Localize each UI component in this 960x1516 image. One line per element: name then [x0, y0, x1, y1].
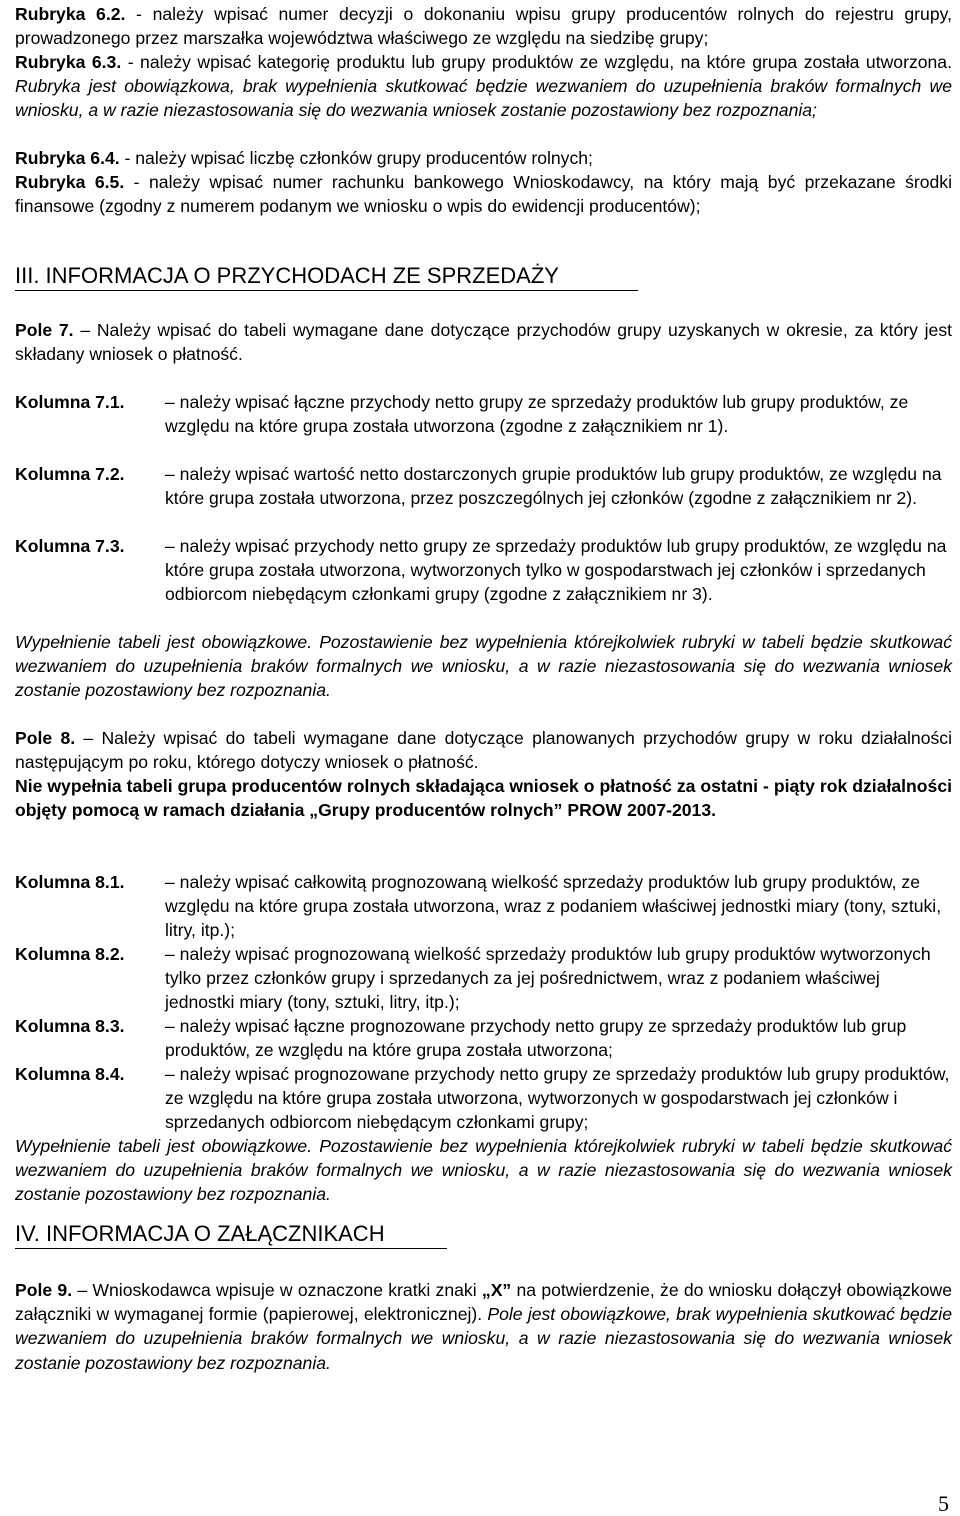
pole-8-paragraph: [15, 726, 952, 774]
rubryka-6-3-text: - należy wpisać kategorię produktu lub grupy produktów ze względu, na które grupa została utworzona.: [121, 52, 952, 72]
rubryka-6-3-note: Rubryka jest obowiązkowa, brak wypełnienia skutkować będzie wezwaniem do uzupełnienia braków formalnych we wniosku, a w razie niezastosowania się do wezwania wniosek zostanie pozostawiony bez rozpoznania;: [15, 76, 952, 121]
kolumna-8-4-text: – należy wpisać prognozowane przychody netto grupy ze sprzedaży produktów lub grupy produktów, ze względu na które grupa została utworzona, wytworzonych w gospodarstwach jej członków i sprzedanych odbiorcom niebędącym członkami grupy;: [165, 1064, 950, 1133]
kolumna-7-3: [15, 534, 952, 607]
kolumna-8-1-label: Kolumna 8.1.: [15, 872, 125, 892]
kolumna-8-4-label: Kolumna 8.4.: [15, 1064, 125, 1084]
rubryka-6-5-text: - należy wpisać numer rachunku bankowego Wnioskodawcy, na który mają być przekazane środki finansowe (zgodny z numerem podanym we wniosku o wpis do ewidencji producentów);: [15, 172, 952, 217]
pole-8-text: – Należy wpisać do tabeli wymagane dane dotyczące planowanych przychodów grupy w roku działalności następującym po roku, którego dotyczy wniosek o płatność.: [15, 728, 953, 773]
rubryka-6-4-paragraph: [15, 146, 952, 170]
kolumna-8-1-text: – należy wpisać całkowitą prognozowaną wielkość sprzedaży produktów lub grupy produktów, ze względu na które grupa została utworzona, wraz z podaniem właściwej jednostki miary (tony, sztuki, litry, itp.);: [165, 872, 942, 941]
rubryka-6-5-paragraph: [15, 170, 952, 218]
rubryka-6-3-paragraph: [15, 50, 952, 123]
pole-9-note: Pole jest obowiązkowe, brak wypełnienia skutkować będzie wezwaniem do uzupełnienia braków formalnych we wniosku, a w razie niezastosowania się do wezwania wniosek zostanie pozostawiony bez rozpoznania.: [15, 1304, 952, 1373]
page-number: 5: [938, 1491, 949, 1516]
rubryka-6-3-label: Rubryka 6.3.: [15, 52, 122, 72]
kolumna-8-3: [15, 1014, 952, 1062]
kolumna-7-3-label: Kolumna 7.3.: [15, 536, 125, 556]
pole-9-label: Pole 9.: [15, 1280, 73, 1300]
pole-7-paragraph: [15, 318, 952, 366]
kolumna-8-2: [15, 942, 952, 1015]
pole-8-obligatory-note: Wypełnienie tabeli jest obowiązkowe. Pozostawienie bez wypełnienia którejkolwiek rubryki w tabeli będzie skutkować wezwaniem do uzupełnienia braków formalnych we wniosku, a w razie niezastosowania się do wezwania wniosek zostanie pozostawiony bez rozpoznania.: [15, 1136, 952, 1205]
kolumna-7-1-text: – należy wpisać łączne przychody netto grupy ze sprzedaży produktów lub grupy produktów, ze względu na które grupa została utworzona (zgodne z załącznikiem nr 1).: [165, 392, 909, 437]
section-iii-heading: III. INFORMACJA O PRZYCHODACH ZE SPRZEDAŻY: [15, 262, 638, 291]
rubryka-6-2-paragraph: [15, 2, 952, 50]
kolumna-8-4: [15, 1062, 952, 1135]
rubryka-6-4-label: Rubryka 6.4.: [15, 148, 120, 168]
rubryka-6-2-text: - należy wpisać numer decyzji o dokonaniu wpisu grupy producentów rolnych do rejestru grupy, prowadzonego przez marszałka województwa właściwego ze względu na siedzibę grupy;: [15, 4, 952, 49]
kolumna-7-2-text: – należy wpisać wartość netto dostarczonych grupie produktów lub grupy produktów, ze względu na które grupa została utworzona, przez poszczególnych jej członków (zgodne z załącznikiem nr 2).: [165, 464, 942, 509]
kolumna-8-3-text: – należy wpisać łączne prognozowane przychody netto grupy ze sprzedaży produktów lub grup produktów, ze względu na które grupa została utworzona;: [165, 1016, 907, 1061]
kolumna-7-1-label: Kolumna 7.1.: [15, 392, 125, 412]
kolumna-8-2-text: – należy wpisać prognozowaną wielkość sprzedaży produktów lub grupy produktów wytworzonych tylko przez członków grupy i sprzedanych za jej pośrednictwem, wraz z podaniem właściwej jednostki miary (tony, sztuki, litry, itp.);: [165, 944, 931, 1013]
kolumna-8-2-label: Kolumna 8.2.: [15, 944, 125, 964]
section-iv-heading: IV. INFORMACJA O ZAŁĄCZNIKACH: [15, 1220, 447, 1249]
pole-8-exception-note: Nie wypełnia tabeli grupa producentów rolnych składająca wniosek o płatność za ostatni - piąty rok działalności objęty pomocą w ramach działania „Grupy producentów rolnych” PROW 2007-2013.: [15, 776, 952, 821]
pole-9-paragraph: Pole 9. – Wnioskodawca wpisuje w oznaczone kratki znaki „X” na potwierdzenie, że do wniosku dołączył obowiązkowe załączniki w wymaganej formie (papierowej, elektronicznej). Pole jest obowiązkowe, brak wypełnienia skutkować będzie wezwaniem do uzupełnienia braków formalnych we wniosku, a w razie niezastosowania się do wezwania wniosek zostanie pozostawiony bez rozpoznania.: [15, 1280, 952, 1373]
rubryka-6-5-label: Rubryka 6.5.: [15, 172, 125, 192]
kolumna-7-2: [15, 462, 952, 510]
kolumna-7-3-text: – należy wpisać przychody netto grupy ze sprzedaży produktów lub grupy produktów, ze względu na które grupa została utworzona, wytworzonych tylko w gospodarstwach jej członków i sprzedanych odbiorcom niebędącym członkami grupy (zgodne z załącznikiem nr 3).: [165, 536, 947, 605]
pole-9-x-mark: „X”: [481, 1280, 512, 1300]
rubryka-6-2-label: Rubryka 6.2.: [15, 4, 126, 24]
rubryka-6-4-text: - należy wpisać liczbę członków grupy producentów rolnych;: [119, 148, 593, 168]
kolumna-8-1: [15, 870, 952, 943]
kolumna-8-3-label: Kolumna 8.3.: [15, 1016, 125, 1036]
pole-8-label: Pole 8.: [15, 728, 76, 748]
pole-7-label: Pole 7.: [15, 320, 74, 340]
pole-7-text: – Należy wpisać do tabeli wymagane dane dotyczące przychodów grupy uzyskanych w okresie, za który jest składany wniosek o płatność.: [15, 320, 953, 365]
pole-7-obligatory-note: Wypełnienie tabeli jest obowiązkowe. Pozostawienie bez wypełnienia którejkolwiek rubryki w tabeli będzie skutkować wezwaniem do uzupełnienia braków formalnych we wniosku, a w razie niezastosowania się do wezwania wniosek zostanie pozostawiony bez rozpoznania.: [15, 632, 952, 701]
kolumna-7-1: [15, 390, 952, 438]
kolumna-7-2-label: Kolumna 7.2.: [15, 464, 125, 484]
